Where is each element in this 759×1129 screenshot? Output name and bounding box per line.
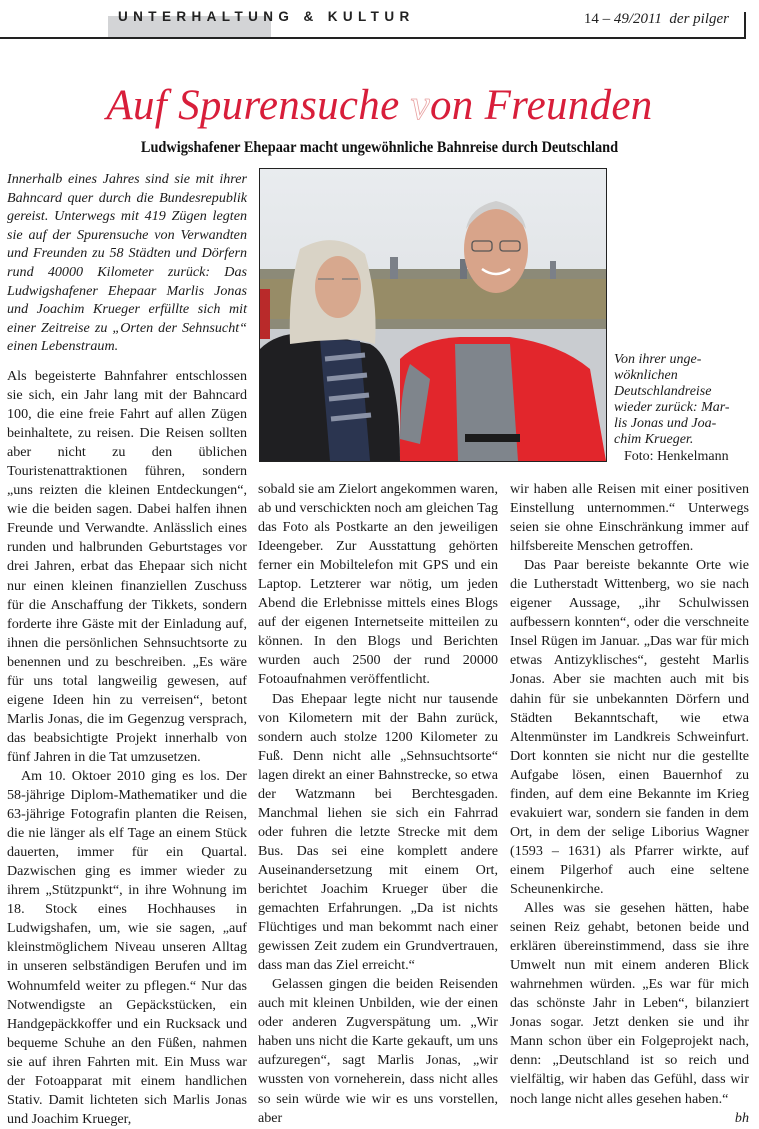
paragraph: Gelassen gingen die beiden Reisenden auch mit kleinen Unbilden, wie der einen oder anderen Zugverspätung um. „Wir haben uns nicht die Karte gekauft, um uns aufzuregen“, sagt Marlis Jonas, „wir wussten von vorneherein, dass nicht alles so sein würde wie wir es uns vorstellen, aber — [258, 976, 498, 1126]
couple-photo — [260, 169, 606, 461]
paragraph: Als begeisterte Bahnfahrer entschlossen sie sich, ein Jahr lang mit der Bahncard 100, die eine freie Fahrt auf allen Zügen beinhaltete, zu reisen. Die Reisen sollten aber nicht zu den üblichen Touristenattraktionen führen, sondern „uns reizten die kleinen Entdeckungen“, wie die beiden sagen. Dabei halfen ihnen Freunde und Verwandte. Anlässlich eines runden und halbrunden Geburtstages vor drei Jahren, erbat das Ehepaar sich nicht nur einen kleinen finanziellen Zuschuss für die Anschaffung der Tikkets, sondern forderte ihre Gäste mit der Einladung auf, ihnen die persönlichen Sehnsuchtsorte zu benennen und zu beschreiben. „Es wäre für uns total langweilig gewesen, auf eigene Ideen hin zu verreisen“, betont Marlis Jonas, die im Gegenzug versprach, das beabsichtigte Projekt innerhalb von fünf Jahren in die Tat umzusetzen. — [7, 368, 247, 765]
title-part-2: on Freunden — [429, 82, 653, 129]
article-lead: Innerhalb eines Jahres sind sie mit ihrer Bahncard quer durch die Bundesrepublik gereist. Unterwegs mit 419 Zügen legten sie auf der Spurensuche von Verwandten und Freunden zu 58 Städten und Dörfern rund 40000 Kilometer zurück: Das Ludwigshafener Ehepaar Marlis Jonas und Joachim Krueger erfüllte sich mit einer Zeitreise zu „Orten der Sehnsucht“ einen Lebenstraum. — [7, 171, 247, 355]
issue-number: 49/2011 — [613, 11, 662, 27]
woman-face — [315, 256, 361, 318]
article-photo — [259, 168, 607, 462]
title-part-1: Auf Spurensuche — [106, 82, 411, 129]
caption-line: Deutschlandreise — [614, 384, 712, 399]
caption-line: Von ihrer unge- — [614, 352, 702, 367]
article-title — [0, 81, 759, 130]
caption-line: lis Jonas und Joa- — [614, 416, 717, 431]
author-initials: bh — [734, 1109, 749, 1126]
column-3 — [510, 480, 749, 1128]
issue-info — [584, 11, 729, 28]
caption-line: wöknlichen — [614, 368, 678, 383]
column-1 — [7, 367, 247, 1129]
section-title: UNTERHALTUNG & KULTUR — [118, 9, 415, 24]
column-2 — [258, 480, 498, 1128]
paragraph — [510, 899, 749, 1126]
article-subtitle: Ludwigshafener Ehepaar macht ungewöhnliche Bahnreise durch Deutschland — [140, 139, 619, 156]
paragraph: sobald sie am Zielort angekommen waren, ab und verschickten noch am gleichen Tag das Foto als Postkarte an den jeweiligen Ideengeber. Zur Ausstattung gehörten ferner ein Mobiltelefon mit GPS und ein Laptop. Letzterer war nötig, um jeden Abend die Erlebnisse mittels eines Blogs auf der eigenen Internetseite mitteilen zu können. In den Blogs und Berichten wurden auch 2500 der rund 20000 Fotoaufnahmen veröffentlicht. — [258, 481, 498, 688]
title-hollow-letter: v — [410, 82, 430, 129]
paragraph: Das Ehepaar legte nicht nur tausende von Kilometern mit der Bahn zurück, sondern auch stolze 1200 Kilometer zu Fuß. Denn nicht alle „Sehnsuchtsorte“ lagen direkt an einer Bahnstrecke, so etwa der Watzmann bei Berchtesgaden. Manchmal liehen sie sich ein Fahrrad oder fuhren die letzte Strecke mit dem Bus. Das sei eine komplett andere Auseinandersetzung mit einem Ort, berichtet Joachim Krueger über die gemachten Erfahrungen. „Da ist nichts Flüchtiges und man bekommt nach einer gewissen Zeit zudem ein Grundvertrauen, dass man das Ziel erreicht.“ — [258, 690, 498, 974]
man-grey-shirt — [455, 344, 518, 461]
publication-name: der pilger — [669, 11, 729, 27]
paragraph: wir haben alle Reisen mit einer positiven Einstellung unternommen.“ Unterwegs seien sie ohne Einschränkung immer auf hilfsbereite Menschen getroffen. — [510, 481, 749, 555]
caption-line: chim Krueger. — [614, 432, 694, 447]
page-number: 14 – — [583, 11, 611, 27]
paragraph: Am 10. Oktoer 2010 ging es los. Der 58-jährige Diplom-Mathematiker und die 63-jährige Fotografin planten die Reisen, die nie länger als elf Tage an einem Stück dauerten, immer für ein Quartal. Dazwischen ging es immer wieder zu ihrem „Stützpunkt“, in ihre Wohnung im 18. Stock eines Hochhauses in Ludwigshafen, um, wie sie sagen, „auf kleinstmöglichem Niveau unseren Alltag in unseren selbständigen Berufen und im Wohnumfeld weiter zu pflegen.“ Nur das Notwendigste an Gepäckstücken, ein Handgepäckkoffer und ein Rucksack und bequeme Schuhe an den Füßen, nahmen sie auf ihren Fahrten mit. Ein Muss war der Fotoapparat mit einem handlichen Stativ. Damit lichteten sich Marlis Jonas und Joachim Krueger, — [7, 767, 247, 1127]
photo-caption — [614, 352, 754, 448]
paragraph-text: Alles was sie gesehen hätten, habe seinen Reiz gehabt, betonen beide und erklären übereinstimmend, dass sie ihre Umwelt nun mit einem anderen Blick wahrnehmen würden. „Es war für mich das schönste Jahr in Leben“, bilanziert Jonas sogar. Jetzt denken sie und ihr Mann schon über ein Folgeprojekt nach, denn: „Deutschland ist so reich und vielfältig, wir haben das Gefühl, dass wir noch lange nicht alles gesehen haben.“ — [510, 900, 749, 1107]
header-vertical-rule — [744, 12, 746, 39]
paragraph: Das Paar bereiste bekannte Orte wie die Lutherstadt Wittenberg, wo sie nach eigener Aussage, „ihr Schulwissen aufbessern konnten“, oder die verschneite Insel Rügen im Januar. „Das war für mich etwas Antizyklisches“, gesteht Marlis Jonas. Aber sie machten auch mit bis dahin für sie unbekannten Dörfern und Städten Bekanntschaft, wie etwa Altenmünster im Landkreis Schweinfurt. Dort konnten sie nicht nur die gestellte Aufgabe lösen, einen Bauernhof zu finden, auf dem eine Bekannte im Krieg evakuiert war, sondern sie fanden in dem Ort, in dem der selige Liborius Wagner (1593 – 1631) als Pfarrer wirkte, auf einem Pilgerhof auch eine seltene Scheunenkirche. — [510, 557, 749, 897]
photo-credit: Foto: Henkelmann — [624, 449, 729, 464]
caption-line: wieder zurück: Mar- — [614, 400, 730, 415]
header-rule — [0, 37, 745, 39]
